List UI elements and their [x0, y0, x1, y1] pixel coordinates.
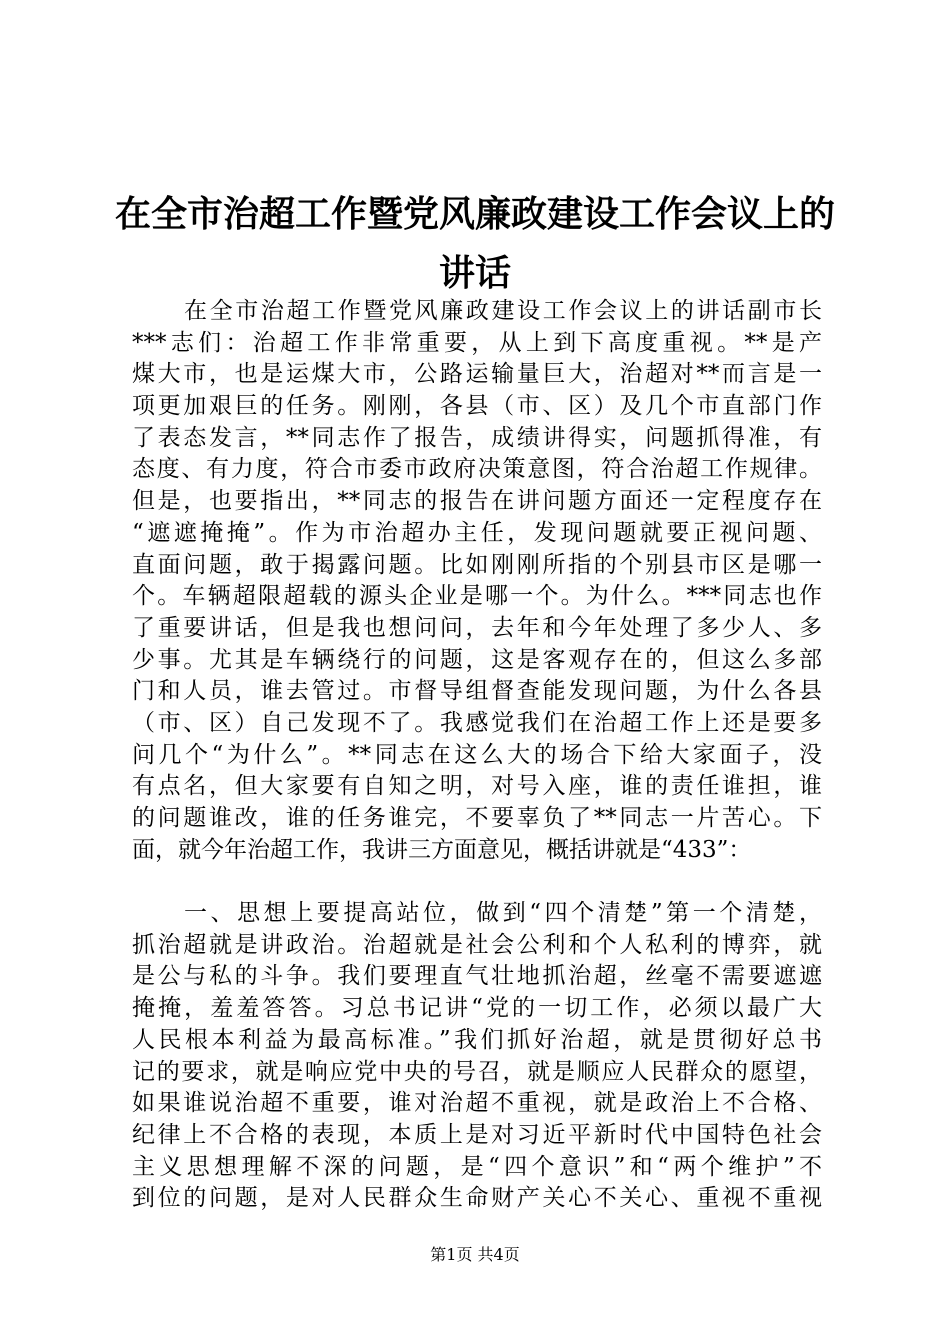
paragraph-1: [132, 296, 822, 866]
text-line: 项更加艰巨的任务。刚刚，各县（市、区）及几个市直部门作: [132, 393, 822, 420]
text-line: 面，就今年治超工作，我讲三方面意见，概括讲就是“433”：: [132, 836, 752, 863]
text-line: 少事。尤其是车辆绕行的问题，这是客观存在的，但这么多部: [132, 646, 822, 673]
document-title-line-1: 在全市治超工作暨党风廉政建设工作会议上的: [114, 194, 835, 235]
text-line: 但是，也要指出，**同志的报告在讲问题方面还一定程度存在: [132, 488, 822, 515]
text-line: 门和人员，谁去管过。市督导组督查能发现问题，为什么各县: [132, 678, 822, 705]
text-line: 了重要讲话，但是我也想问问，去年和今年处理了多少人、多: [132, 614, 822, 641]
text-line: 纪律上不合格的表现，本质上是对习近平新时代中国特色社会: [132, 1121, 822, 1148]
text-line: 了表态发言，**同志作了报告，成绩讲得实，问题抓得准，有: [132, 424, 822, 451]
text-line: 问几个“为什么”。**同志在这么大的场合下给大家面子，没: [132, 741, 822, 768]
text-line: （市、区）自己发现不了。我感觉我们在治超工作上还是要多: [132, 709, 822, 736]
page-number-footer: 第1页 共4页: [430, 1245, 520, 1264]
text-line: 人民根本利益为最高标准。”我们抓好治超，就是贯彻好总书: [132, 1026, 822, 1053]
text-line: ***志们：治超工作非常重要，从上到下高度重视。**是产: [132, 329, 822, 356]
text-line: 直面问题，敢于揭露问题。比如刚刚所指的个别县市区是哪一: [132, 551, 822, 578]
text-line: 记的要求，就是响应党中央的号召，就是顺应人民群众的愿望，: [132, 1058, 822, 1085]
paragraph-spacer: [132, 866, 822, 898]
text-line: 的问题谁改，谁的任务谁完，不要辜负了**同志一片苦心。下: [132, 805, 822, 831]
text-line: 到位的问题，是对人民群众生命财产关心不关心、重视不重视: [132, 1185, 822, 1212]
text-line: 是公与私的斗争。我们要理直气壮地抓治超，丝毫不需要遮遮: [132, 963, 822, 990]
text-line: 掩掩，羞羞答答。习总书记讲“党的一切工作，必须以最广大: [132, 995, 822, 1022]
paragraph-2: [132, 898, 822, 1215]
text-line: 个。车辆超限超载的源头企业是哪一个。为什么。***同志也作: [132, 583, 822, 610]
document-body: [132, 296, 822, 1215]
document-title-line-2: 讲话: [438, 253, 511, 294]
text-line: 有点名，但大家要有自知之明，对号入座，谁的责任谁担，谁: [132, 773, 822, 800]
text-line: 主义思想理解不深的问题，是“四个意识”和“两个维护”不: [132, 1153, 822, 1180]
text-line: 抓治超就是讲政治。治超就是社会公利和个人私利的博弈，就: [132, 931, 822, 958]
text-line: 煤大市，也是运煤大市，公路运输量巨大，治超对**而言是一: [132, 361, 822, 388]
text-line: 一、思想上要提高站位，做到“四个清楚”第一个清楚，: [184, 900, 822, 927]
text-line: “遮遮掩掩”。作为市治超办主任，发现问题就要正视问题、: [132, 519, 822, 546]
text-line: 在全市治超工作暨党风廉政建设工作会议上的讲话副市长: [184, 298, 822, 324]
text-line: 态度、有力度，符合市委市政府决策意图，符合治超工作规律。: [132, 456, 822, 483]
text-line: 如果谁说治超不重要，谁对治超不重视，就是政治上不合格、: [132, 1090, 822, 1117]
